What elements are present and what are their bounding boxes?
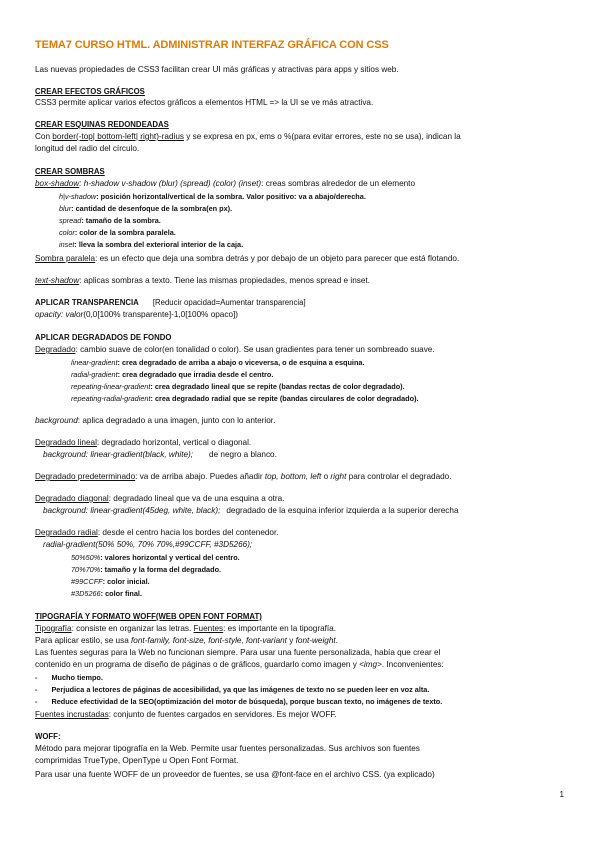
fuentes-seguras-line2: contenido en un programa de diseño de páginas o de gráficos, guardarlo como imagen y <img>. Inconvenientes: — [35, 660, 444, 669]
woff-line1: Método para mejorar tipografía en la Web. Permite usar fuentes personalizadas. Sus archivos son fuentes — [35, 744, 420, 753]
inconveniente-item: - Mucho tiempo. — [35, 673, 103, 682]
section-heading-esquinas: CREAR ESQUINAS REDONDEADAS — [35, 120, 169, 129]
woff-line3: Para usar una fuente WOFF de un proveedor de fuentes, se usa @font-face en el archivo CSS. (ya explicado) — [35, 770, 435, 779]
shadow-param-blur: blur: cantidad de desenfoque de la sombra(en px). — [59, 204, 233, 213]
radial-param-size: 70%70%: tamaño y la forma del degradado. — [71, 565, 222, 574]
efectos-text: CSS3 permite aplicar varios efectos gráficos a elementos HTML => la UI se ve más atractiva. — [35, 98, 374, 107]
shadow-param-inset: inset: lleva la sombra del exterioral interior de la caja. — [59, 240, 244, 249]
tipografia-definition: Tipografía: consiste en organizar las letras. Fuentes: es importante en la tipografía. — [35, 624, 336, 633]
shadow-param-spread: spread: tamaño de la sombra. — [59, 216, 161, 225]
gradient-type-repeating-linear: repeating-linear-gradient: crea degradado lineal que se repite (bandas rectas de color degradado). — [71, 382, 405, 391]
section-heading-woff: WOFF: — [35, 732, 61, 741]
esquinas-text: Con border(-top| bottom-left| right)-radius y se expresa en px, ems o %(para evitar errores, este no se usa), indican la — [35, 132, 461, 141]
section-heading-efectos: CREAR EFECTOS GRÁFICOS — [35, 87, 145, 96]
section-heading-tipografia: TIPOGRAFÍA Y FORMATO WOFF(WEB OPEN FONT FORMAT) — [35, 612, 262, 621]
opacity-line: opacity: valor(0,0[100% transparente]-1,0[100% opaco]) — [35, 310, 239, 319]
radial-param-start-color: #99CCFF: color inicial. — [71, 577, 150, 586]
shadow-param-hv: h|v-shadow: posición horizontal/vertical de la sombra. Valor positivo: va a abajo/derecha. — [59, 192, 366, 201]
degradado-radial-line: Degradado radial: desde el centro hacia los bordes del contenedor. — [35, 528, 279, 537]
text-shadow-line: text-shadow: aplicas sombras a texto. Tiene las mismas propiedades, menos spread e inset. — [35, 276, 370, 285]
inconveniente-item: - Perjudica a lectores de páginas de accesibilidad, ya que las imágenes de texto no se pueden leer en voz alta. — [35, 685, 430, 694]
border-radius-property: border(-top| bottom-left| right)-radius — [52, 132, 184, 141]
font-properties-line: Para aplicar estilo, se usa font-family, font-size, font-style, font-variant y font-weight. — [35, 636, 338, 645]
shadow-param-color: color: color de la sombra paralela. — [59, 228, 176, 237]
woff-line2: comprimidas TrueType, OpenType u Open Font Format. — [35, 756, 239, 765]
section-heading-transparencia: APLICAR TRANSPARENCIA [Reducir opacidad=Aumentar transparencia] — [35, 298, 306, 307]
gradient-type-radial: radial-gradient: crea degradado que irradia desde el centro. — [71, 370, 274, 379]
document-title: TEMA7 CURSO HTML. ADMINISTRAR INTERFAZ GRÁFICA CON CSS — [35, 39, 389, 51]
transparencia-note: [Reducir opacidad=Aumentar transparencia] — [152, 298, 306, 307]
background-line: background: aplica degradado a una imagen, junto con lo anterior. — [35, 416, 276, 425]
gradient-type-repeating-radial: repeating-radial-gradient: crea degradado radial que se repite (bandas circulares de color degradado). — [71, 394, 419, 403]
fuentes-seguras-line1: Las fuentes seguras para la Web no funcionan siempre. Para usar una fuente personalizada, había que crear el — [35, 648, 441, 657]
radial-gradient-example: radial-gradient(50% 50%, 70% 70%,#99CCFF, #3D5266); — [43, 540, 253, 549]
esquinas-text-line2: longitud del radio del círculo. — [35, 144, 140, 153]
sombra-paralela-line: Sombra paralela: es un efecto que deja una sombra detrás y por debajo de un objeto para parecer que está flotando. — [35, 254, 460, 263]
degradado-diagonal-line: Degradado diagonal: degradado lineal que va de una esquina a otra. — [35, 494, 285, 503]
intro-paragraph: Las nuevas propiedades de CSS3 facilitan crear UI más gráficas y atractivas para apps y sitios web. — [35, 65, 399, 74]
page-number: 1 — [559, 790, 564, 799]
degradado-lineal-example: background: linear-gradient(black, white); de negro a blanco. — [43, 450, 277, 459]
fuentes-incrustadas-line: Fuentes incrustadas: conjunto de fuentes cargados en servidores. Es mejor WOFF. — [35, 710, 337, 719]
degradado-diagonal-example: background: linear-gradient(45deg, white, black); degradado de la esquina inferior izquierda a la superior derecha — [43, 506, 459, 515]
box-shadow-line: box-shadow: h-shadow v-shadow (blur) (spread) (color) (inset): creas sombras alrededor de un elemento — [35, 179, 415, 188]
section-heading-sombras: CREAR SOMBRAS — [35, 167, 105, 176]
degradado-definition: Degradado: cambio suave de color(en tonalidad o color). Se usan gradientes para tener un sombreado suave. — [35, 345, 435, 354]
radial-param-end-color: #3D5266: color final. — [71, 589, 142, 598]
degradado-lineal-line: Degradado lineal: degradado horizontal, vertical o diagonal. — [35, 438, 252, 447]
degradado-predeterminado-line: Degradado predeterminado: va de arriba abajo. Puedes añadir top, bottom, left o right para controlar el degradado. — [35, 472, 452, 481]
radial-param-center: 50%50%: valores horizontal y vertical del centro. — [71, 553, 240, 562]
inconveniente-item: - Reduce efectividad de la SEO(optimización del motor de búsqueda), porque buscan texto, no imágenes de texto. — [35, 697, 443, 706]
section-heading-degradados: APLICAR DEGRADADOS DE FONDO — [35, 333, 172, 342]
box-shadow-property: box-shadow — [35, 179, 80, 188]
gradient-type-linear: linear-gradient: crea degradado de arriba a abajo o viceversa, o de esquina a esquina. — [71, 358, 365, 367]
